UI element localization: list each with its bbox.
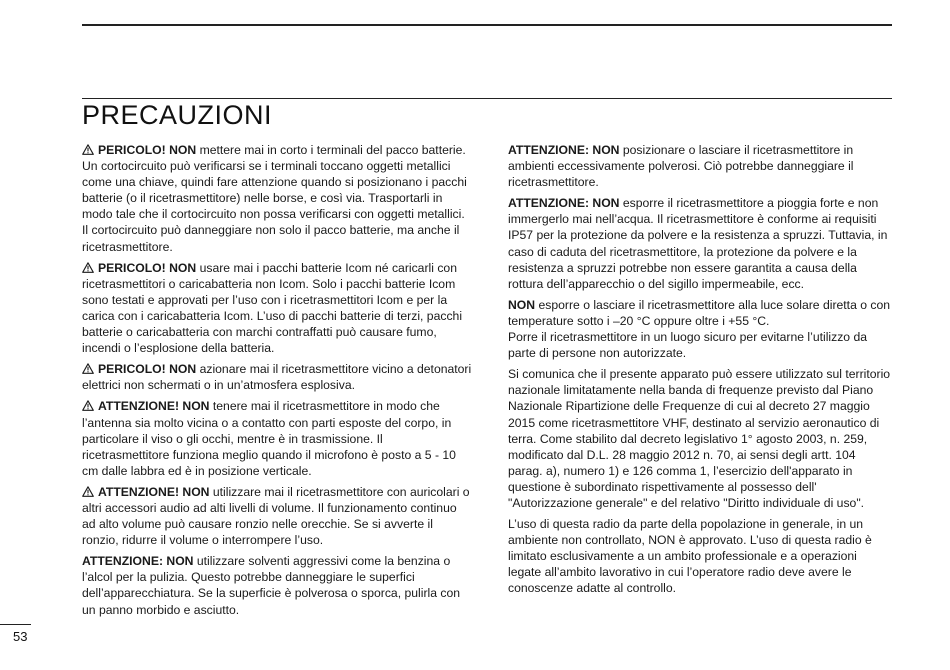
paragraph-text: Si comunica che il presente apparato può essere utilizzato sul territorio nazionale limitatamente nella banda di frequenze previsto dal Piano Nazionale Ripartizione delle Frequenze di cui al decreto 27 maggio 2015 come ricetrasmettitore VHF, destinato al servizio aeronautico di terra. Come stabilito dal decreto legislativo 1° agosto 2003, n. 259, modificato dal D.L. 28 maggio 2012 n. 70, ai sensi degli artt. 104 parag. a), numero 1) e 126 comma 1, l’esercizio dell'apparato in questione è subordinato rispettivamente al possesso dell' "Autorizzazione generale" e del relativo "Diritto individuale di uso". — [508, 367, 891, 510]
paragraph-heading: NON — [508, 297, 536, 312]
paragraph-extra: Porre il ricetrasmettitore in un luogo sicuro per evitarne l’utilizzo da parte di persone non autorizzate. — [508, 330, 868, 361]
paragraph-text: utilizzare solventi aggressivi come la benzina o l’alcol per la pulizia. Questo potrebbe danneggiare le superfici dell’apparecchiatura. Se la superficie è polverosa o sporca, pulirla con un panno morbido e asciutto. — [82, 554, 461, 617]
right-column — [508, 142, 892, 602]
paragraph-text: L’uso di questa radio da parte della popolazione in generale, in un ambiente non controllato, NON è approvato. L’uso di questa radio è limitato esclusivamente a un ambito professionale e a operazioni legate all’ambito lavorativo in cui l’operatore radio deve avere le conoscenze adatte al controllo. — [508, 517, 872, 596]
warning-icon — [82, 144, 94, 155]
paragraph-text: azionare mai il ricetrasmettitore vicino a detonatori elettrici non schermati o in un’atmosfera esplosiva. — [82, 362, 472, 393]
paragraph-heading: ATTENZIONE: NON — [508, 143, 620, 157]
paragraph-text: tenere mai il ricetrasmettitore in modo che l’antenna sia molto vicina o a contatto con parti esposte del corpo, in particolare il viso o gli occhi, mentre è in trasmissione. Il ricetrasmettitore funziona meglio quando il microfono è posto a 5 - 10 cm dalle labbra ed è in posizione verticale. — [82, 399, 456, 478]
paragraph — [508, 297, 892, 361]
paragraph-heading: PERICOLO! NON — [98, 362, 197, 377]
paragraph-text: esporre il ricetrasmettitore a pioggia forte e non immergerlo mai nell’acqua. Il ricetrasmettitore è conforme ai requisiti IP57 per la protezione da polvere e la resistenza a spruzzi. Tuttavia, in caso di caduta del ricetrasmettitore, la protezione da polvere e la resistenza a spruzzi potrebbe non essere garantita a causa della rottura dell’apparecchio o del sigillo impermeabile, ecc. — [508, 196, 888, 291]
page-title: PRECAUZIONI — [82, 100, 273, 130]
paragraph-heading: ATTENZIONE: NON — [82, 554, 194, 569]
paragraph — [82, 484, 472, 548]
paragraph — [508, 142, 892, 190]
warning-icon — [82, 400, 94, 411]
warning-icon — [82, 363, 94, 374]
page-number: 53 — [13, 629, 28, 644]
paragraph — [82, 398, 472, 478]
paragraph-text: utilizzare mai il ricetrasmettitore con auricolari o altri accessori audio ad alti livelli di volume. Il funzionamento continuo ad alto volume può causare ronzio nelle orecchie. Se si avverte il ronzio, ridurre il volume o interrompere l’uso. — [82, 484, 470, 548]
left-column — [82, 142, 472, 623]
paragraph-heading: PERICOLO! NON — [98, 260, 197, 275]
paragraph — [508, 195, 892, 292]
paragraph — [82, 361, 472, 393]
paragraph-heading: ATTENZIONE! NON — [98, 484, 210, 499]
paragraph — [508, 516, 892, 596]
paragraph-heading: ATTENZIONE! NON — [98, 399, 210, 414]
paragraph-text: usare mai i pacchi batterie Icom né caricarli con ricetrasmettitori o caricabatteria non Icom. Solo i pacchi batterie Icom sono testati e approvati per l’uso con i ricetrasmettitori Icom e per la carica con i caricabatteria Icom. L’uso di pacchi batterie di terzi, pacchi batterie o caricabatteria con marchi contraffatti può causare fumo, incendi o l’esplosione della batteria. — [82, 260, 463, 356]
paragraph — [508, 366, 892, 511]
paragraph — [82, 142, 472, 255]
paragraph-text: posizionare o lasciare il ricetrasmettitore in ambienti eccessivamente polverosi. Ciò potrebbe danneggiare il ricetrasmettitore. — [508, 143, 854, 190]
paragraph-text: mettere mai in corto i terminali del pacco batterie. Un cortocircuito può verificarsi se i terminali toccano oggetti metallici come una chiave, quindi fare attenzione quando si posizionano i pacchi batterie (o il ricetrasmettitore) nelle borse, e così via. Trasportarli in modo tale che il cortocircuito non possa verificarsi con oggetti metallici. Il cortocircuito può danneggiare non solo il pacco batterie, ma anche il ricetrasmettitore. — [82, 143, 467, 254]
paragraph-heading: PERICOLO! NON — [98, 143, 197, 157]
paragraph-text: esporre o lasciare il ricetrasmettitore alla luce solare diretta o con temperature sotto i –20 °C oppure oltre i +55 °C. — [508, 297, 891, 328]
warning-icon — [82, 486, 94, 497]
page-number-rule — [0, 624, 31, 625]
top-rule — [82, 24, 892, 26]
warning-icon — [82, 262, 94, 273]
paragraph — [82, 553, 472, 617]
paragraph — [82, 260, 472, 357]
paragraph-heading: ATTENZIONE: NON — [508, 196, 620, 211]
